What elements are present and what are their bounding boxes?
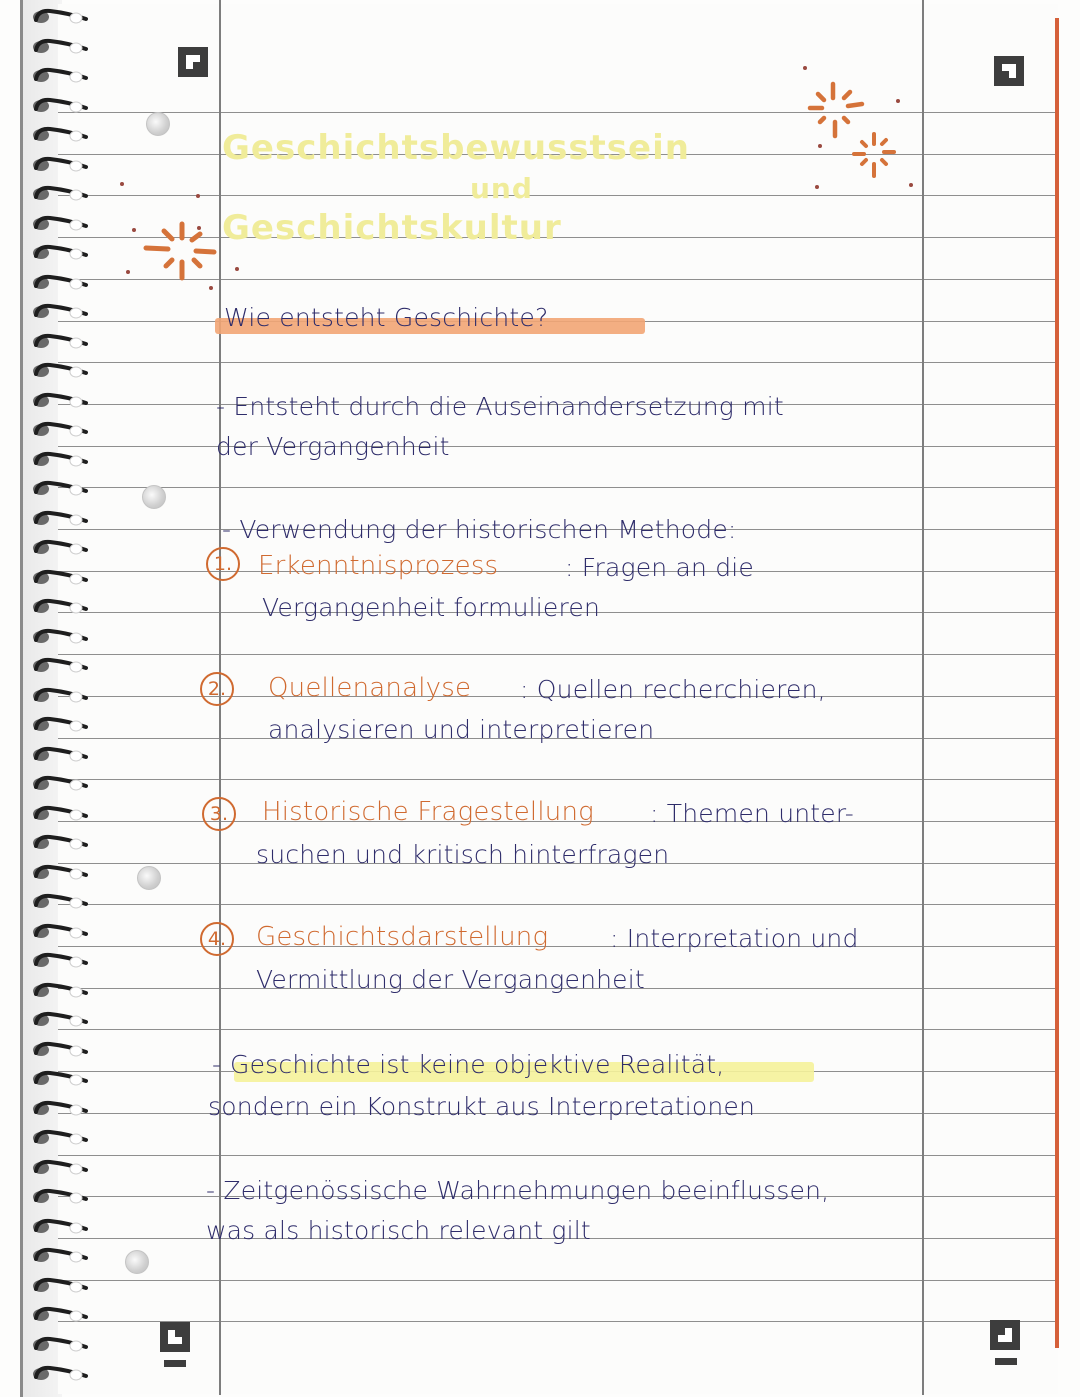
dot-decoration [818, 144, 822, 148]
spiral-coil-icon [28, 893, 70, 909]
spiral-coil-icon [28, 687, 70, 703]
ruled-line [58, 446, 1055, 447]
spiral-coil-icon [28, 1100, 70, 1116]
ruled-line [58, 1029, 1055, 1030]
spiral-coil-icon [28, 156, 70, 172]
top-left-marker-icon [178, 47, 208, 77]
step-1-desc-2: Vergangenheit formulieren [262, 593, 601, 622]
page-edge-orange [1055, 18, 1059, 1348]
step-2-term: Quellenanalyse [268, 673, 472, 703]
ruled-line [58, 487, 1055, 488]
spiral-coil-icon [28, 716, 70, 732]
spiral-coil-icon [28, 1365, 70, 1381]
spiral-coil-icon [28, 215, 70, 231]
dot-decoration [120, 182, 124, 186]
step-2-desc-2: analysieren und interpretieren [268, 715, 655, 744]
ruled-line [58, 904, 1055, 905]
spiral-coil-icon [28, 1159, 70, 1175]
title-line-1: Geschichtsbewusstsein [222, 128, 690, 168]
punch-hole-icon [125, 1250, 149, 1274]
spiral-coil-icon [28, 185, 70, 201]
step-4-number-circle: 4. [200, 922, 234, 956]
spiral-coil-icon [28, 805, 70, 821]
step-1-term: Erkenntnisprozess [258, 551, 499, 581]
top-right-marker-icon [994, 56, 1024, 86]
spiral-coil-icon [28, 274, 70, 290]
spiral-coil-icon [28, 362, 70, 378]
spiral-coil-icon [28, 421, 70, 437]
title-line-2: und [470, 172, 533, 205]
ruled-line [58, 654, 1055, 655]
ruled-line [58, 362, 1055, 363]
spiral-coil-icon [28, 1336, 70, 1352]
ruled-line [58, 779, 1055, 780]
spiral-coil-icon [28, 746, 70, 762]
spiral-coil-icon [28, 1041, 70, 1057]
conclusion-1-dash: - [212, 1050, 222, 1079]
step-2-desc-1: : Quellen recherchieren, [520, 675, 826, 704]
right-margin-line [922, 0, 924, 1395]
step-1-number-circle: 1. [206, 547, 240, 581]
step-4-desc-1: : Interpretation und [610, 924, 859, 953]
dot-decoration [132, 228, 136, 232]
dot-decoration [896, 99, 900, 103]
ruled-line [58, 1155, 1055, 1156]
spiral-coil-icon [28, 451, 70, 467]
dot-decoration [196, 194, 200, 198]
spiral-coil-icon [28, 38, 70, 54]
punch-hole-icon [146, 112, 170, 136]
step-2-number-circle: 2. [200, 672, 234, 706]
spiral-coil-icon [28, 97, 70, 113]
spiral-coil-icon [28, 392, 70, 408]
dot-decoration [197, 226, 201, 230]
dot-decoration [909, 183, 913, 187]
punch-hole-icon [142, 485, 166, 509]
spiral-coil-icon [28, 1129, 70, 1145]
spiral-coil-icon [28, 510, 70, 526]
conclusion-1-line-2: sondern ein Konstrukt aus Interpretationen [208, 1092, 756, 1121]
punch-hole-icon [137, 866, 161, 890]
spiral-coil-icon [28, 834, 70, 850]
bottom-left-marker-icon [160, 1322, 190, 1352]
step-1-desc-1: : Fragen an die [565, 553, 755, 582]
spiral-coil-icon [28, 598, 70, 614]
spiral-coil-icon [28, 480, 70, 496]
ruled-line [58, 195, 1055, 196]
spiral-coil-icon [28, 657, 70, 673]
step-3-number-circle: 3. [202, 797, 236, 831]
title-line-3: Geschichtskultur [222, 208, 562, 248]
conclusion-2-line-1: - Zeitgenössische Wahrnehmungen beeinflussen, [206, 1176, 830, 1205]
bullet-2-line-1: - Verwendung der historischen Methode: [222, 515, 737, 544]
spiral-coil-icon [28, 539, 70, 555]
spiral-coil-icon [28, 1247, 70, 1263]
dot-decoration [803, 66, 807, 70]
spiral-coil-icon [28, 628, 70, 644]
spiral-coil-icon [28, 8, 70, 24]
spiral-coil-icon [28, 1277, 70, 1293]
spiral-coil-icon [28, 303, 70, 319]
dot-decoration [235, 267, 239, 271]
conclusion-1-line-1: Geschichte ist keine objektive Realität, [230, 1050, 725, 1079]
spiral-coil-icon [28, 333, 70, 349]
step-3-desc-1: : Themen unter- [650, 799, 854, 828]
spiral-coil-icon [28, 569, 70, 585]
spiral-coil-icon [28, 67, 70, 83]
sparkle-top-right-small-icon [850, 130, 900, 182]
question-heading: Wie entsteht Geschichte? [224, 303, 549, 332]
sparkle-left-icon [140, 218, 220, 286]
step-4-term: Geschichtsdarstellung [256, 922, 549, 952]
spiral-coil-icon [28, 1070, 70, 1086]
bullet-1-line-2: der Vergangenheit [216, 432, 450, 461]
spiral-coil-icon [28, 126, 70, 142]
ruled-line [58, 1280, 1055, 1281]
spiral-coil-icon [28, 864, 70, 880]
spiral-coil-icon [28, 1011, 70, 1027]
dot-decoration [126, 270, 130, 274]
dot-decoration [815, 185, 819, 189]
bottom-left-marker-bar [164, 1360, 186, 1367]
spiral-coil-icon [28, 923, 70, 939]
spiral-coil-icon [28, 1218, 70, 1234]
binding-edge [20, 0, 23, 1397]
step-3-term: Historische Fragestellung [262, 797, 594, 827]
spiral-coil-icon [28, 244, 70, 260]
dot-decoration [209, 286, 213, 290]
bullet-1-line-1: - Entsteht durch die Auseinandersetzung mit [216, 392, 784, 421]
ruled-line [58, 1321, 1055, 1322]
ruled-line [58, 112, 1055, 113]
bottom-right-marker-icon [990, 1320, 1020, 1350]
spiral-coil-icon [28, 775, 70, 791]
spiral-coil-icon [28, 952, 70, 968]
spiral-coil-icon [28, 982, 70, 998]
conclusion-2-line-2: was als historisch relevant gilt [206, 1216, 591, 1245]
spiral-coil-icon [28, 1188, 70, 1204]
step-3-desc-2: suchen und kritisch hinterfragen [256, 840, 670, 869]
bottom-right-marker-bar [995, 1358, 1017, 1365]
spiral-coil-icon [28, 1306, 70, 1322]
step-4-desc-2: Vermittlung der Vergangenheit [256, 965, 645, 994]
